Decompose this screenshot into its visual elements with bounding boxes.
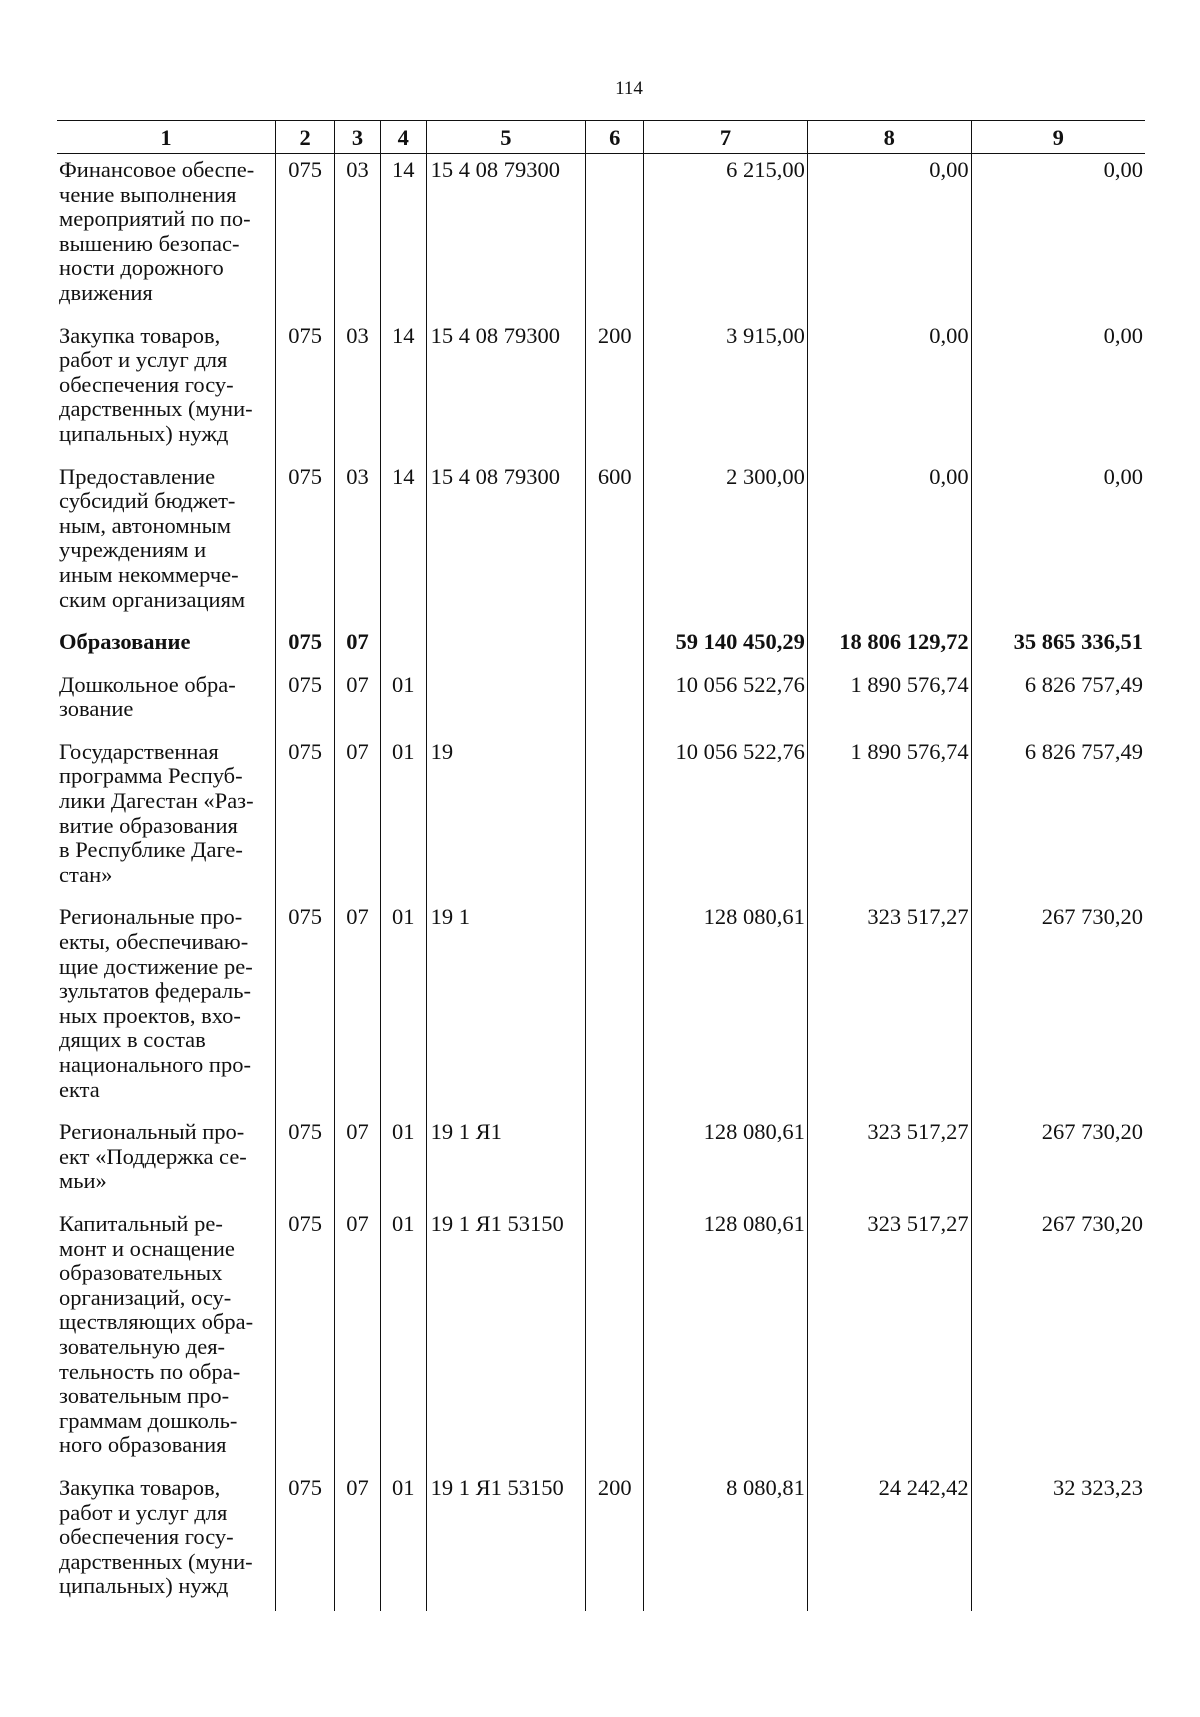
row-description — [57, 1208, 276, 1472]
description-line: обеспечения госу- — [59, 1524, 234, 1550]
subsection-code: 14 — [380, 154, 426, 320]
subsection-code: 14 — [380, 320, 426, 461]
description-line: екта — [59, 1076, 100, 1102]
amount-col8: 24 242,42 — [807, 1472, 971, 1611]
expense-type-code: 200 — [586, 1472, 644, 1611]
amount-col7: 128 080,61 — [644, 901, 808, 1116]
row-description — [57, 154, 276, 320]
target-article-code — [426, 626, 586, 669]
subsection-code: 01 — [380, 669, 426, 736]
subsection-code: 01 — [380, 901, 426, 1116]
description-line: ным, автономным — [59, 512, 231, 538]
description-line: лики Дагестан «Раз- — [59, 788, 254, 814]
description-line: зовательным про- — [59, 1383, 230, 1409]
target-article-code: 15 4 08 79300 — [426, 320, 586, 461]
description-line: ципальных) нужд — [59, 420, 229, 446]
description-line: Образование — [59, 629, 191, 655]
target-article-code: 19 — [426, 736, 586, 902]
target-article-code — [426, 669, 586, 736]
row-description — [57, 669, 276, 736]
description-line: ных проектов, вхо- — [59, 1002, 241, 1028]
table-row — [57, 736, 1145, 902]
amount-col8: 1 890 576,74 — [807, 736, 971, 902]
expense-type-code — [586, 669, 644, 736]
admin-code: 075 — [276, 901, 335, 1116]
table-row — [57, 901, 1145, 1116]
description-line: тельность по обра- — [59, 1358, 241, 1384]
table-row — [57, 1116, 1145, 1208]
expense-type-code — [586, 154, 644, 320]
row-description — [57, 1472, 276, 1611]
amount-col7: 10 056 522,76 — [644, 736, 808, 902]
section-code: 03 — [335, 154, 381, 320]
section-code: 07 — [335, 736, 381, 902]
description-line: учреждениям и — [59, 537, 207, 563]
section-code: 07 — [335, 1208, 381, 1472]
subsection-code: 01 — [380, 1208, 426, 1472]
amount-col9: 0,00 — [971, 320, 1145, 461]
admin-code: 075 — [276, 1472, 335, 1611]
description-line: ект «Поддержка се- — [59, 1143, 247, 1169]
column-header: 5 — [426, 121, 586, 154]
amount-col8: 323 517,27 — [807, 1116, 971, 1208]
amount-col9: 6 826 757,49 — [971, 669, 1145, 736]
description-line: Капитальный ре- — [59, 1210, 223, 1236]
amount-col9: 0,00 — [971, 154, 1145, 320]
admin-code: 075 — [276, 1116, 335, 1208]
expense-type-code — [586, 1116, 644, 1208]
subsection-code: 01 — [380, 1116, 426, 1208]
description-line: Дошкольное обра- — [59, 671, 236, 697]
description-line: щие достижение ре- — [59, 953, 253, 979]
description-line: работ и услуг для — [59, 1499, 228, 1525]
description-line: национального про- — [59, 1052, 251, 1077]
target-article-code: 19 1 Я1 53150 — [426, 1208, 586, 1472]
row-description — [57, 626, 276, 669]
amount-col8: 323 517,27 — [807, 1208, 971, 1472]
description-line: Региональные про- — [59, 904, 243, 930]
table-row — [57, 154, 1145, 320]
expense-type-code — [586, 901, 644, 1116]
section-code: 03 — [335, 320, 381, 461]
description-line: зовательную дея- — [59, 1333, 226, 1359]
description-line: мьи» — [59, 1168, 107, 1194]
description-line: витие образования — [59, 812, 238, 838]
subsection-code — [380, 626, 426, 669]
target-article-code: 15 4 08 79300 — [426, 461, 586, 627]
description-line: Закупка товаров, — [59, 1474, 221, 1500]
row-description — [57, 461, 276, 627]
admin-code: 075 — [276, 736, 335, 902]
amount-col9: 267 730,20 — [971, 901, 1145, 1116]
amount-col8: 0,00 — [807, 320, 971, 461]
description-line: дящих в состав — [59, 1027, 206, 1053]
description-line: ципальных) нужд — [59, 1573, 229, 1599]
description-line: зультатов федераль- — [59, 978, 251, 1004]
section-code: 03 — [335, 461, 381, 627]
budget-table — [57, 120, 1145, 1611]
subsection-code: 14 — [380, 461, 426, 627]
admin-code: 075 — [276, 461, 335, 627]
section-code: 07 — [335, 1116, 381, 1208]
description-line: ществляющих обра- — [59, 1309, 254, 1335]
description-line: программа Респуб- — [59, 763, 243, 789]
table-row — [57, 1472, 1145, 1611]
amount-col9: 0,00 — [971, 461, 1145, 627]
admin-code: 075 — [276, 1208, 335, 1472]
description-line: субсидий бюджет- — [59, 488, 236, 514]
description-line: ности дорожного — [59, 255, 224, 281]
section-code: 07 — [335, 669, 381, 736]
table-row — [57, 626, 1145, 669]
description-line: Предоставление — [59, 463, 216, 489]
description-line: мероприятий по по- — [59, 206, 251, 232]
amount-col8: 0,00 — [807, 461, 971, 627]
table-row — [57, 461, 1145, 627]
target-article-code: 19 1 Я1 53150 — [426, 1472, 586, 1611]
amount-col7: 2 300,00 — [644, 461, 808, 627]
description-line: ного образования — [59, 1432, 227, 1458]
column-header: 8 — [807, 121, 971, 154]
description-line: работ и услуг для — [59, 347, 228, 373]
description-line: Финансовое обеспе- — [59, 157, 255, 182]
column-header: 4 — [380, 121, 426, 154]
amount-col7: 128 080,61 — [644, 1116, 808, 1208]
description-line: дарственных (муни- — [59, 1548, 253, 1574]
table-body — [57, 154, 1145, 1611]
description-line: вышению безопас- — [59, 230, 240, 256]
amount-col7: 10 056 522,76 — [644, 669, 808, 736]
description-line: иным некоммерче- — [59, 561, 239, 587]
page-number: 114 — [615, 78, 643, 99]
amount-col8: 323 517,27 — [807, 901, 971, 1116]
table-row — [57, 1208, 1145, 1472]
section-code: 07 — [335, 626, 381, 669]
column-header: 6 — [586, 121, 644, 154]
expense-type-code — [586, 626, 644, 669]
description-line: зование — [59, 696, 134, 722]
expense-type-code — [586, 1208, 644, 1472]
description-line: организаций, осу- — [59, 1284, 232, 1310]
description-line: обеспечения госу- — [59, 371, 234, 397]
row-description — [57, 736, 276, 902]
amount-col9: 35 865 336,51 — [971, 626, 1145, 669]
description-line: стан» — [59, 861, 113, 887]
amount-col7: 59 140 450,29 — [644, 626, 808, 669]
table-row — [57, 669, 1145, 736]
amount-col9: 32 323,23 — [971, 1472, 1145, 1611]
column-header: 9 — [971, 121, 1145, 154]
description-line: ским организациям — [59, 586, 246, 612]
table-header-row — [57, 121, 1145, 154]
section-code: 07 — [335, 901, 381, 1116]
admin-code: 075 — [276, 669, 335, 736]
row-description — [57, 320, 276, 461]
amount-col8: 1 890 576,74 — [807, 669, 971, 736]
column-header: 7 — [644, 121, 808, 154]
amount-col7: 3 915,00 — [644, 320, 808, 461]
column-header: 1 — [57, 121, 276, 154]
expense-type-code: 600 — [586, 461, 644, 627]
description-line: Закупка товаров, — [59, 322, 221, 348]
amount-col9: 267 730,20 — [971, 1116, 1145, 1208]
target-article-code: 15 4 08 79300 — [426, 154, 586, 320]
amount-col7: 128 080,61 — [644, 1208, 808, 1472]
amount-col8: 18 806 129,72 — [807, 626, 971, 669]
target-article-code: 19 1 — [426, 901, 586, 1116]
description-line: движения — [59, 279, 153, 305]
description-line: монт и оснащение — [59, 1235, 235, 1261]
subsection-code: 01 — [380, 736, 426, 902]
section-code: 07 — [335, 1472, 381, 1611]
amount-col9: 267 730,20 — [971, 1208, 1145, 1472]
row-description — [57, 901, 276, 1116]
expense-type-code: 200 — [586, 320, 644, 461]
description-line: дарственных (муни- — [59, 396, 253, 422]
subsection-code: 01 — [380, 1472, 426, 1611]
amount-col9: 6 826 757,49 — [971, 736, 1145, 902]
amount-col8: 0,00 — [807, 154, 971, 320]
row-description — [57, 1116, 276, 1208]
description-line: граммам дошколь- — [59, 1407, 238, 1433]
column-header: 3 — [335, 121, 381, 154]
column-header: 2 — [276, 121, 335, 154]
admin-code: 075 — [276, 626, 335, 669]
table-row — [57, 320, 1145, 461]
expense-type-code — [586, 736, 644, 902]
description-line: Государственная — [59, 738, 219, 764]
description-line: чение выполнения — [59, 181, 237, 207]
description-line: в Республике Даге- — [59, 837, 243, 863]
admin-code: 075 — [276, 154, 335, 320]
description-line: образовательных — [59, 1260, 223, 1286]
target-article-code: 19 1 Я1 — [426, 1116, 586, 1208]
description-line: екты, обеспечиваю- — [59, 929, 249, 955]
admin-code: 075 — [276, 320, 335, 461]
amount-col7: 8 080,81 — [644, 1472, 808, 1611]
description-line: Региональный про- — [59, 1119, 245, 1145]
amount-col7: 6 215,00 — [644, 154, 808, 320]
